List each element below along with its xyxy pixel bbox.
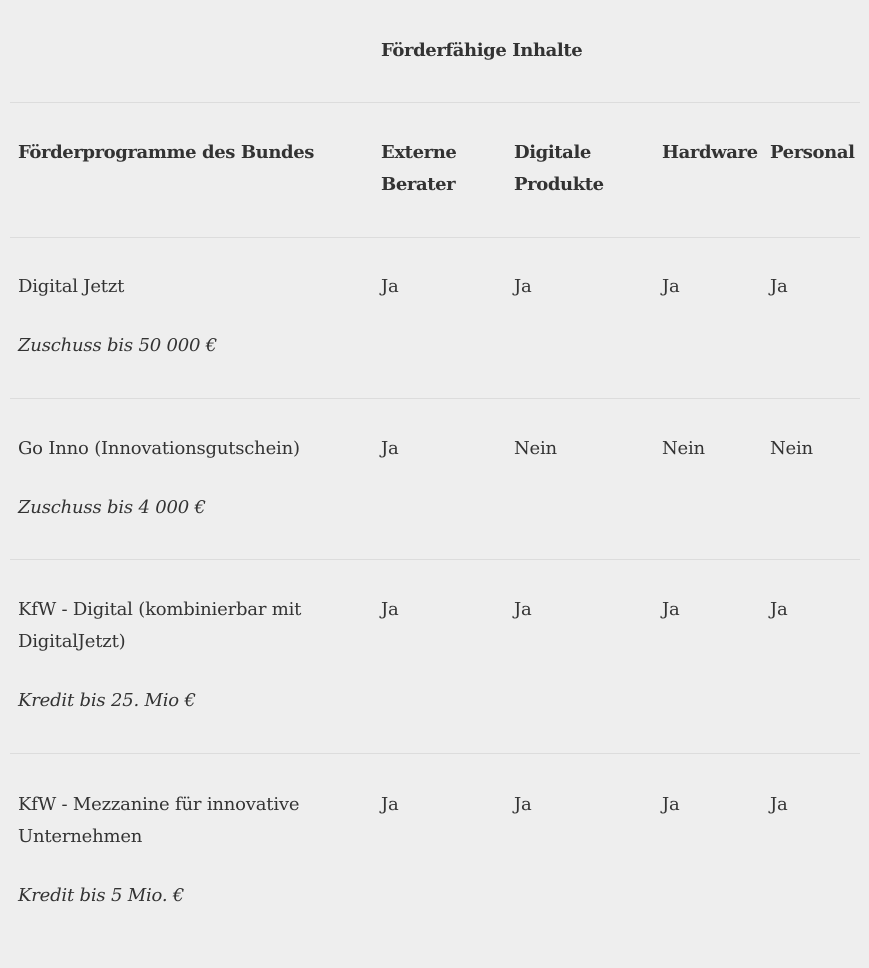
value-personnel: Ja: [770, 794, 788, 815]
column-header-row: [10, 103, 860, 238]
column-header-digital-products: Digitale Produkte: [514, 142, 604, 195]
value-external-consultants: Ja: [381, 794, 399, 815]
value-hardware: Ja: [662, 794, 680, 815]
value-hardware: Nein: [662, 438, 705, 459]
program-name: Go Inno (Innovationsgutschein): [18, 438, 300, 459]
value-external-consultants: Ja: [381, 599, 399, 620]
program-cell: [18, 271, 358, 362]
column-header-external-consultants: Externe Berater: [381, 142, 457, 195]
table-row: [10, 238, 860, 399]
value-hardware: Ja: [662, 599, 680, 620]
column-header-program: Förderprogramme des Bundes: [18, 142, 315, 163]
value-external-consultants: Ja: [381, 438, 399, 459]
funding-table: [10, 0, 860, 968]
column-header-hardware: Hardware: [662, 142, 758, 163]
column-header-personnel: Personal: [770, 142, 855, 163]
group-header-row: [10, 0, 860, 103]
program-cell: [18, 594, 338, 717]
program-funding-note: Zuschuss bis 50 000 €: [18, 335, 217, 356]
table-row: [10, 754, 860, 968]
table-row: [10, 399, 860, 560]
program-name: Digital Jetzt: [18, 276, 125, 297]
table-row: [10, 560, 860, 754]
program-cell: [18, 789, 338, 912]
program-name: KfW - Mezzanine für innovative Unternehmen: [18, 794, 300, 847]
value-digital-products: Ja: [514, 599, 532, 620]
program-name: KfW - Digital (kombinierbar mit DigitalJetzt): [18, 599, 302, 652]
value-digital-products: Ja: [514, 276, 532, 297]
value-personnel: Ja: [770, 276, 788, 297]
value-personnel: Nein: [770, 438, 813, 459]
program-cell: [18, 433, 358, 524]
value-external-consultants: Ja: [381, 276, 399, 297]
value-digital-products: Nein: [514, 438, 557, 459]
program-funding-note: Kredit bis 5 Mio. €: [18, 885, 185, 906]
value-digital-products: Ja: [514, 794, 532, 815]
value-personnel: Ja: [770, 599, 788, 620]
program-funding-note: Kredit bis 25. Mio €: [18, 690, 196, 711]
program-funding-note: Zuschuss bis 4 000 €: [18, 497, 206, 518]
group-header: Förderfähige Inhalte: [381, 40, 583, 61]
value-hardware: Ja: [662, 276, 680, 297]
